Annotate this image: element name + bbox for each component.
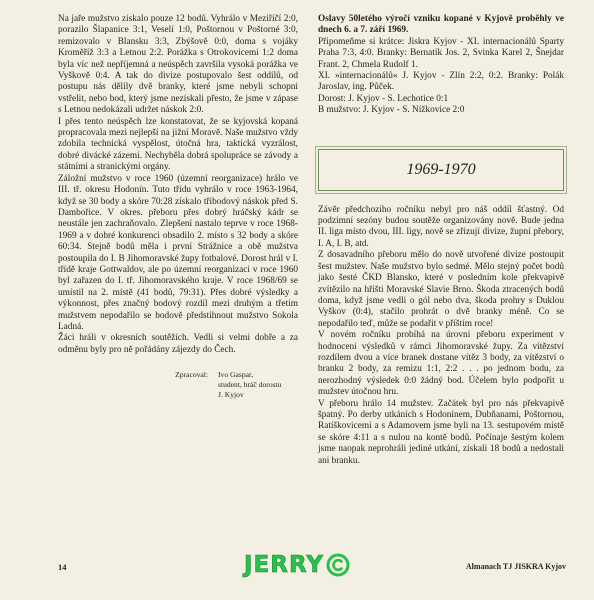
season-title: 1969-1970 [406, 160, 476, 178]
page-number: 14 [58, 562, 67, 572]
paragraph: Na jaře mužstvo získalo pouze 12 bodů. Vyhrálo v Meziříčí 2:0, porazilo Šlapanice 3:1, Veselí 1:0, Poštornou v Poštorné 3:0, remizovalo v Blansku 3:3, Zbýšově 0:0, doma s vojáky Kroměříž 3:3 a Letnou 2:2. Porážka s Otrokovicemi 1:2 doma byla víc než nepříjemná a neúspěch završila vysoká porážka ve Vyškově 0:4. A tak do divize postupovalo šest oddílů, od postupu nás dělily dvě branky, které jsme nebyli schopni vstřelit, nebo bod, který jsme nezískali přesto, že jsme v zápase s Letnou nedokázali udržet náskok 2:0. [58, 14, 298, 116]
right-column [318, 14, 564, 467]
signature-role: student, hráč dorostu [218, 380, 282, 390]
author-signature [58, 370, 298, 400]
result-line: B mužstvo: J. Kyjov - S. Nížkovice 2:0 [318, 105, 465, 116]
paragraph: Žáci hráli v okresních soutěžích. Vedli si velmi dobře a za odměnu byly pro ně pořádány zájezdy do Čech. [58, 333, 298, 355]
publication-name: Almanach TJ JISKRA Kyjov [465, 562, 566, 571]
signature-label: Zpracoval: [175, 370, 208, 380]
paragraph: Závěr předchozího ročníku nebyl pro náš oddíl šťastný. Od podzimní sezóny budou soutěže organizovány nově. Bude jedna II. liga místo dvou, III. ligy, nově se zřizují divize, župní přebory, I. A, I. B, atd. [318, 204, 564, 249]
result-line: XI. »internacionálů« J. Kyjov - Zlín 2:2, 0:2. Branky: Polák Jaroslav, ing. Půček. [318, 71, 564, 93]
left-column [58, 14, 298, 400]
paragraph: Z dosavadního přeboru mělo do nově utvořené divize postoupit šest mužstev. Naše mužstvo bylo sedmé. Mělo stejný počet bodů jako šesté ČKD Blansko, které v posledním kole překvapivě zvítězilo na hřišti Moravské Slavie Brno. Škoda ztracených bodů doma, když jsme vedli o gól nebo dva, škoda prohry s Duklou Vyškov (0:4), stačilo prohrát o dvě branky méně. Co se nepodařilo teď, může se podařit v příštím roce! [318, 250, 564, 329]
paragraph: V novém ročníku probíhá na úrovni přeboru experiment v hodnocení výsledků v rámci Jihomoravské župy. Za vítězství rozdílem dvou a více branek dostane vítěz 3 body, za vítězství o branku 2 body, za remizu 1:1, 2:2 . . . po jednom bodu, za nerozhodný výsledek 0:0 žádný bod. Účelem bylo podpořit u mužstev útočnou hru. [318, 330, 564, 398]
logo-text: JERRY [244, 552, 325, 578]
jerry-logo [244, 552, 350, 578]
copyright-circle-icon [326, 553, 350, 577]
paragraph: Záložní mužstvo v roce 1960 (územní reorganizace) hrálo ve III. tř. okresu Hodonín. Tuto třídu vyhrálo v roce 1963-1964, když se 30 body a skóre 70:28 získalo třibodový náskok před S. Dambořice. V okres. přeboru přes dobrý hráčský kádr se neustále jen zachraňovalo. Zlepšení nastalo teprve v roce 1968-1969 a v dobré konkurenci obsadilo 2. místo s 32 body a skóre 60:34. Stejně bodů měla i první Strážnice a obě mužstva postoupila do I. B Jihomoravské župy fotbalové. Dorost hrál v I. třídě kraje Gottwaldov, ale po územní reorganizaci v roce 1960 byl zařazen do I. tř. Jihomoravského kraje. V roce 1968/69 se umístil na 2. místě (41 bodů, 79:31). Přes dobré výsledky a výkonnost, přes značný bodový rozdíl mezi druhým a třetím mužstvem nepodařilo se bodově předstihnout mužstvo Sokola Ladná. [58, 173, 298, 332]
season-title-box [318, 149, 564, 191]
paragraph: V přeboru hrálo 14 mužstev. Začátek byl pro nás překvapivě špatný. Po derby utkáních s Hodonínem, Dubňanami, Poštornou, Ratíškovicemi a s Adamovem jsme byli na 13. sestupovém místě se skóre 4:11 a s nulou na kontě bodů. Počínaje šestým kolem jsme naopak neprohráli jediné utkání, získali 18 bodů a nedostali ani branku. [318, 398, 564, 466]
result-line: Připomeňme si krátce: Jiskra Kyjov - XI. internacionálů Sparty Praha 7:3, 4:0. Branky: Bernatík Jos. 2, Svinka Karel 2, Šnejdar Frant. 2, Chmela Rudolf 1. [318, 36, 564, 70]
signature-lines [218, 370, 298, 400]
paragraph: I přes tento neúspěch lze konstatovat, že se kyjovská kopaná propracovala mezi nejlepší na jižní Moravě. Naše mužstvo vždy zdobila technická vyspělost, útočná hra, taktická vyzrálost, dobré divácké zázemí. Nechyběla dobrá spolupráce se závody a státními a stranickými orgány. [58, 116, 298, 173]
result-line: Dorost: J. Kyjov - S. Lechotice 0:1 [318, 93, 449, 104]
signature-club: J. Kyjov [218, 390, 244, 400]
signature-name: Ivo Gaspar, [218, 370, 254, 380]
anniversary-heading: Oslavy 50letého výročí vzniku kopané v Kyjově proběhly ve dnech 6. a 7. září 1969. [318, 14, 564, 36]
